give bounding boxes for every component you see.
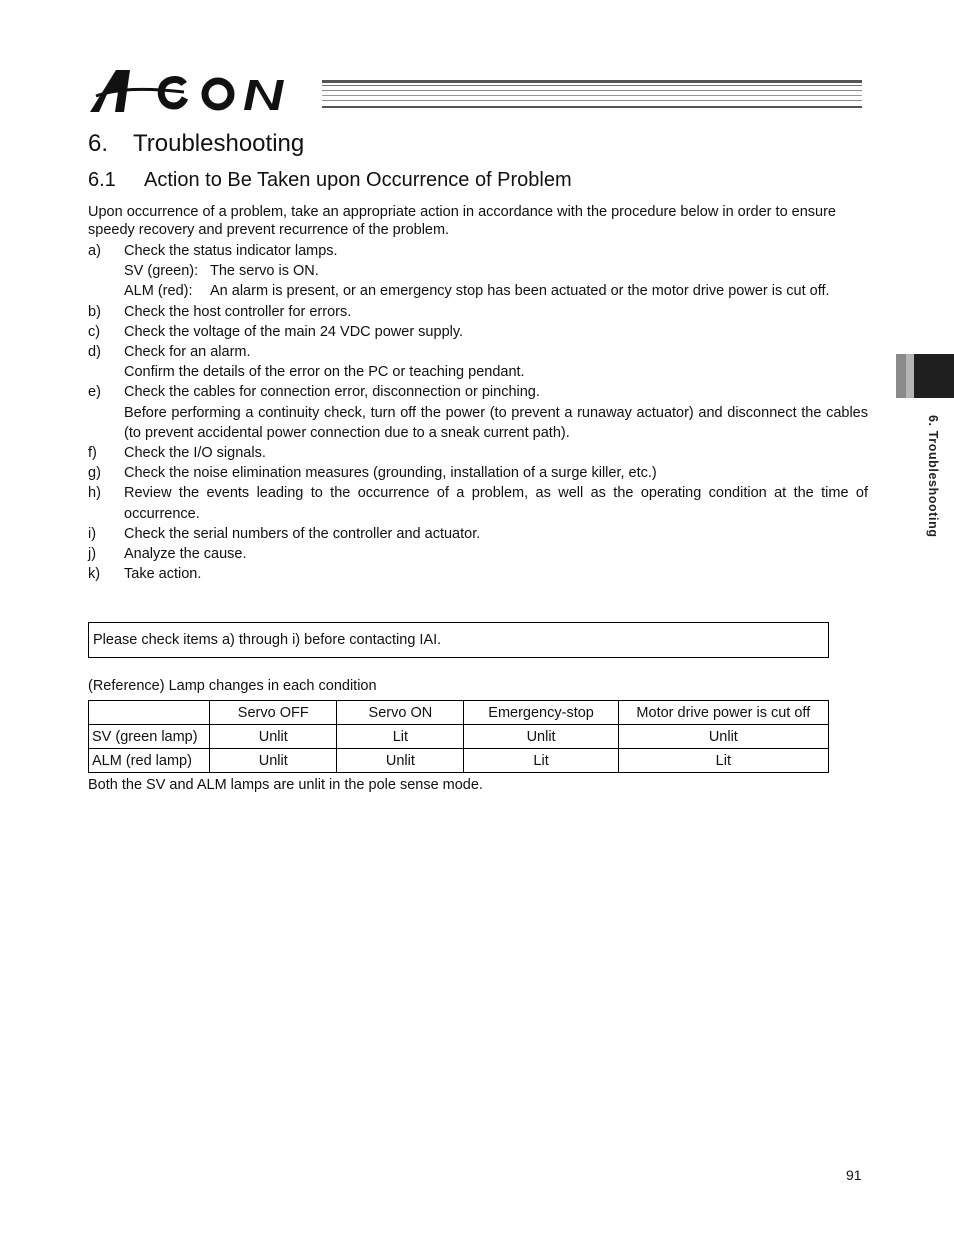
section-title-text: Action to Be Taken upon Occurrence of Problem — [144, 169, 572, 191]
page-number: 91 — [846, 1167, 862, 1183]
list-marker: f) — [88, 445, 97, 462]
table-cell: Unlit — [337, 749, 464, 773]
list-marker: d) — [88, 344, 101, 361]
table-row-header: ALM (red lamp) — [89, 749, 210, 773]
lamp-status-table — [88, 700, 829, 773]
table-header-cell: Emergency-stop — [464, 701, 618, 725]
list-text: Take action. — [124, 566, 202, 583]
list-marker: j) — [88, 546, 97, 563]
table-header-row — [89, 701, 829, 725]
table-cell: Lit — [464, 749, 618, 773]
list-marker: b) — [88, 303, 101, 320]
table-row — [89, 749, 829, 773]
table-header-cell — [89, 701, 210, 725]
list-item — [88, 564, 868, 584]
table-row-header: SV (green lamp) — [89, 725, 210, 749]
list-item — [88, 342, 868, 362]
acon-logo — [88, 66, 328, 114]
table-cell: Unlit — [464, 725, 618, 749]
list-text: Check for an alarm. — [124, 344, 251, 361]
list-text: Review the events leading to the occurrence of a problem, as well as the operating condition at the time of occurrence. — [124, 485, 868, 522]
list-item — [88, 443, 868, 463]
list-item — [88, 382, 868, 402]
list-text: Check the I/O signals. — [124, 445, 266, 462]
chapter-number: 6. — [88, 130, 109, 157]
step-d-detail: Confirm the details of the error on the PC or teaching pendant. — [124, 364, 525, 381]
reference-note: Both the SV and ALM lamps are unlit in the pole sense mode. — [88, 777, 483, 793]
list-item — [88, 524, 868, 544]
reference-caption: (Reference) Lamp changes in each condition — [88, 678, 377, 694]
list-item — [88, 463, 868, 483]
list-item — [88, 241, 868, 261]
list-item — [88, 483, 868, 523]
table-row — [89, 725, 829, 749]
list-item — [88, 544, 868, 564]
alm-label: ALM (red): — [124, 283, 193, 300]
header-rule — [322, 80, 862, 110]
list-text: Analyze the cause. — [124, 546, 247, 563]
table-cell: Lit — [618, 749, 828, 773]
table-cell: Unlit — [210, 725, 337, 749]
sv-lamp-note — [88, 261, 868, 281]
section-title — [88, 169, 572, 192]
list-marker: e) — [88, 384, 101, 401]
list-text: Check the voltage of the main 24 VDC power supply. — [124, 323, 464, 340]
table-header-cell: Servo OFF — [210, 701, 337, 725]
list-marker: h) — [88, 485, 101, 502]
chapter-title — [88, 130, 304, 158]
list-item — [88, 302, 868, 322]
table-cell: Unlit — [210, 749, 337, 773]
chapter-title-text: Troubleshooting — [133, 130, 305, 157]
intro-paragraph: Upon occurrence of a problem, take an appropriate action in accordance with the procedure below in order to ensure speedy recovery and prevent recurrence of the problem. — [88, 204, 836, 238]
step-e-detail: Before performing a continuity check, turn off the power (to prevent a runaway actuator) and disconnect the cables (to prevent accidental power connection due to a sneak current path). — [124, 404, 868, 441]
list-item — [88, 322, 868, 342]
procedure-list — [88, 241, 868, 584]
list-marker: i) — [88, 525, 97, 542]
sv-label: SV (green): — [124, 263, 199, 280]
list-text: Check the serial numbers of the controller and actuator. — [124, 525, 481, 542]
list-marker: a) — [88, 243, 101, 259]
list-text: Check the cables for connection error, disconnection or pinching. — [124, 384, 540, 401]
table-header-cell: Servo ON — [337, 701, 464, 725]
alm-lamp-note — [88, 281, 868, 301]
alm-text: An alarm is present, or an emergency stop has been actuated or the motor drive power is cut off. — [210, 283, 830, 300]
section-number: 6.1 — [88, 169, 116, 191]
list-text: Check the host controller for errors. — [124, 303, 352, 320]
list-marker: k) — [88, 566, 101, 583]
table-cell: Lit — [337, 725, 464, 749]
chapter-tab-marker — [896, 354, 954, 398]
side-chapter-label: 6. Troubleshooting — [926, 415, 940, 538]
sv-text: The servo is ON. — [210, 263, 319, 280]
notice-box: Please check items a) through i) before contacting IAI. — [88, 622, 829, 658]
table-cell: Unlit — [618, 725, 828, 749]
list-text: Check the status indicator lamps. — [124, 243, 338, 259]
table-header-cell: Motor drive power is cut off — [618, 701, 828, 725]
list-text: Check the noise elimination measures (grounding, installation of a surge killer, etc.) — [124, 465, 657, 482]
list-marker: c) — [88, 323, 101, 340]
list-marker: g) — [88, 465, 101, 482]
